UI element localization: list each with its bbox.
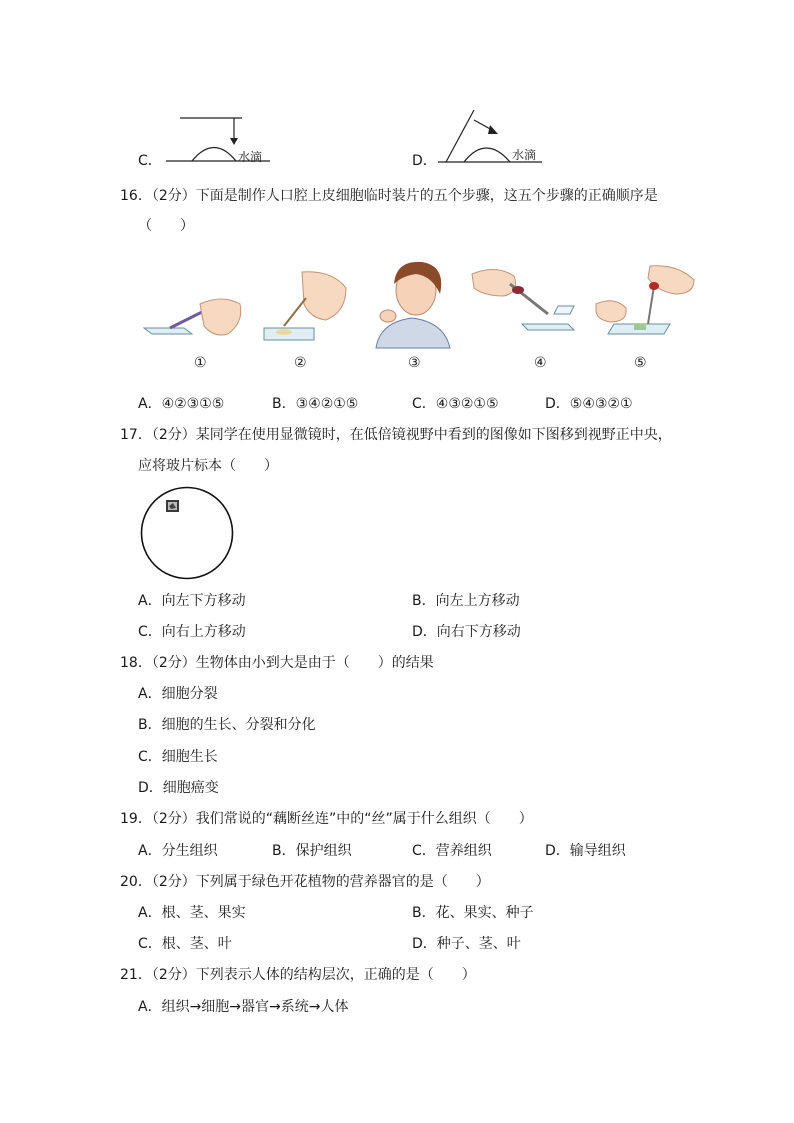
q15-c-water-label: 水滴	[238, 150, 263, 164]
q16-step4-illustration	[470, 262, 580, 336]
q16-step2-illustration	[262, 268, 352, 348]
q20-option-c[interactable]: C．根、茎、叶	[138, 936, 232, 952]
q16-caption-1: ①	[194, 355, 207, 371]
q16-option-d[interactable]: D．⑤④③②①	[545, 396, 633, 412]
q16-option-a[interactable]: A．④②③①⑤	[138, 396, 225, 412]
q17-stem-line1: 17．（2分）某同学在使用显微镜时，在低倍镜视野中看到的图像如下图移到视野正中央，	[120, 427, 672, 443]
q18-option-b[interactable]: B．细胞的生长、分裂和分化	[138, 717, 316, 733]
q15-d-water-label: 水滴	[512, 148, 537, 162]
q19-option-b[interactable]: B．保护组织	[272, 843, 352, 859]
q20-option-a[interactable]: A．根、茎、果实	[138, 905, 246, 921]
q16-caption-5: ⑤	[634, 355, 647, 371]
q17-option-c[interactable]: C．向右上方移动	[138, 624, 246, 640]
q16-stem-line1: 16．（2分）下面是制作人口腔上皮细胞临时装片的五个步骤，这五个步骤的正确顺序是	[120, 188, 658, 204]
q19-option-d[interactable]: D．输导组织	[545, 843, 626, 859]
q18-option-d[interactable]: D．细胞癌变	[138, 780, 219, 796]
q16-caption-3: ③	[408, 355, 421, 371]
q20-option-d[interactable]: D．种子、茎、叶	[412, 936, 521, 952]
q17-stem-line2: 应将玻片标本（ ）	[138, 458, 278, 474]
q19-option-a[interactable]: A．分生组织	[138, 843, 218, 859]
q19-stem: 19．（2分）我们常说的“藕断丝连”中的“丝”属于什么组织（ ）	[120, 811, 533, 827]
q16-stem-line2: （ ）	[138, 218, 194, 234]
q18-option-a[interactable]: A．细胞分裂	[138, 686, 218, 702]
q16-caption-4: ④	[534, 355, 547, 371]
q21-stem: 21．（2分）下列表示人体的结构层次，正确的是（ ）	[120, 967, 476, 983]
q15-option-d-diagram	[430, 106, 560, 170]
q16-step3-illustration	[366, 258, 458, 350]
q17-option-a[interactable]: A．向左下方移动	[138, 593, 246, 609]
q17-microscope-field	[138, 486, 238, 582]
q21-option-a[interactable]: A．组织→细胞→器官→系统→人体	[138, 999, 349, 1015]
q19-option-c[interactable]: C．营养组织	[412, 843, 492, 859]
q18-stem: 18．（2分）生物体由小到大是由于（ ）的结果	[120, 655, 434, 671]
q16-step1-illustration	[140, 288, 245, 348]
q17-option-d[interactable]: D．向右下方移动	[412, 624, 521, 640]
q15-option-d-label: D．	[412, 153, 437, 169]
q17-option-b[interactable]: B．向左上方移动	[412, 593, 520, 609]
q16-caption-2: ②	[294, 355, 307, 371]
q18-option-c[interactable]: C．细胞生长	[138, 749, 218, 765]
q15-option-c-label: C．	[138, 153, 162, 169]
q20-option-b[interactable]: B．花、果实、种子	[412, 905, 534, 921]
q20-stem: 20．（2分）下列属于绿色开花植物的营养器官的是（ ）	[120, 874, 490, 890]
q16-option-c[interactable]: C．④③②①⑤	[412, 396, 499, 412]
q16-step5-illustration	[594, 264, 702, 344]
q16-option-b[interactable]: B．③④②①⑤	[272, 396, 359, 412]
